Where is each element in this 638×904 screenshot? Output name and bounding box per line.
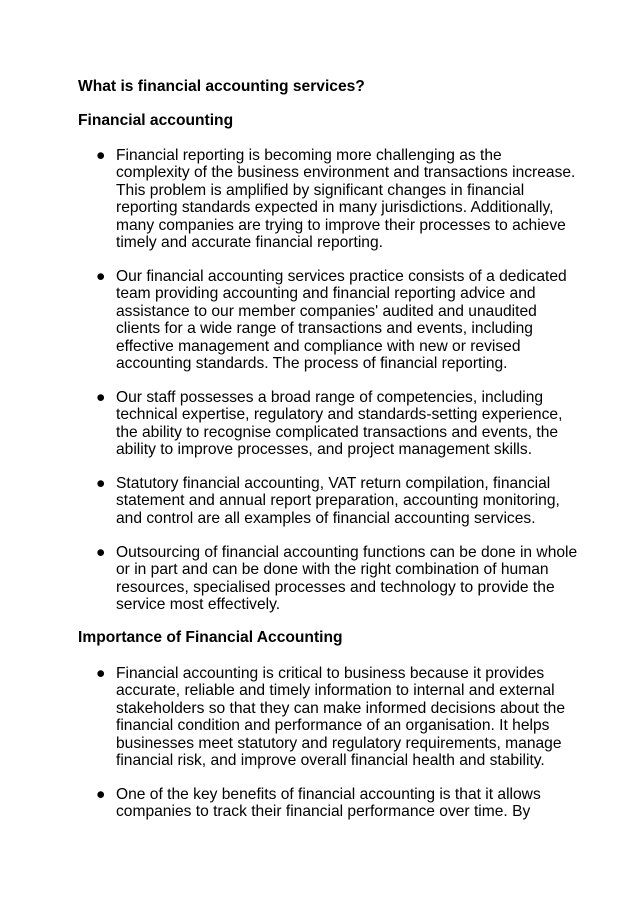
bullet-icon: ●: [96, 475, 106, 492]
text-line: financial risk, and improve overall financial health and stability.: [116, 752, 545, 770]
text-line: Statutory financial accounting, VAT return compilation, financial: [116, 475, 551, 492]
text-line: team providing accounting and financial reporting advice and: [116, 285, 536, 303]
text-line: and control are all examples of financial accounting services.: [116, 509, 536, 527]
text-line: financial condition and performance of an organisation. It helps: [116, 717, 550, 735]
section-heading-financial-accounting: Financial accounting: [78, 112, 234, 129]
text-line: reporting standards expected in many jurisdictions. Additionally,: [116, 199, 554, 217]
text-line: accurate, reliable and timely information to internal and external: [116, 682, 555, 700]
text-line: Outsourcing of financial accounting functions can be done in whole: [116, 544, 578, 561]
bullet-icon: ●: [96, 147, 106, 164]
bullet-icon: ●: [96, 389, 106, 406]
text-line: many companies are trying to improve their processes to achieve: [116, 216, 566, 234]
bullet-text: [116, 268, 576, 372]
bullet-text: [116, 389, 576, 459]
text-line: assistance to our member companies' audited and unaudited: [116, 302, 537, 320]
text-line: stakeholders so that they can make informed decisions about the: [116, 699, 566, 717]
text-line: Financial reporting is becoming more challenging as the: [116, 147, 502, 164]
bullet-text: [116, 544, 576, 614]
text-line: Our staff possesses a broad range of competencies, including: [116, 389, 544, 406]
text-line: effective management and compliance with new or revised: [116, 337, 521, 355]
text-line: clients for a wide range of transactions and events, including: [116, 320, 533, 338]
bullet-text: [116, 475, 576, 527]
text-line: Our financial accounting services practice consists of a dedicated: [116, 268, 567, 285]
text-line: businesses meet statutory and regulatory requirements, manage: [116, 734, 562, 752]
bullet-text: [116, 147, 576, 251]
text-line: statement and annual report preparation, accounting monitoring,: [116, 492, 560, 510]
section-heading-importance: Importance of Financial Accounting: [78, 629, 343, 646]
document-title: What is financial accounting services?: [78, 78, 365, 95]
text-line: technical expertise, regulatory and standards-setting experience,: [116, 406, 563, 424]
text-line: or in part and can be done with the right combination of human: [116, 561, 549, 579]
text-line: This problem is amplified by significant changes in financial: [116, 181, 525, 199]
text-line: the ability to recognise complicated transactions and events, the: [116, 423, 559, 441]
bullet-icon: ●: [96, 268, 106, 285]
text-line: timely and accurate financial reporting.: [116, 234, 383, 252]
bullet-icon: ●: [96, 544, 106, 561]
text-line: resources, specialised processes and technology to provide the: [116, 578, 555, 596]
bullet-text: [116, 665, 576, 769]
text-line: companies to track their financial performance over time. By: [116, 803, 531, 821]
text-line: Financial accounting is critical to business because it provides: [116, 665, 545, 682]
bullet-icon: ●: [96, 665, 106, 682]
text-line: accounting standards. The process of financial reporting.: [116, 355, 508, 373]
text-line: complexity of the business environment and transactions increase.: [116, 164, 576, 182]
bullet-text: [116, 786, 576, 821]
text-line: ability to improve processes, and project management skills.: [116, 441, 533, 459]
text-line: service most effectively.: [116, 596, 281, 614]
bullet-icon: ●: [96, 786, 106, 803]
text-line: One of the key benefits of financial accounting is that it allows: [116, 786, 541, 803]
